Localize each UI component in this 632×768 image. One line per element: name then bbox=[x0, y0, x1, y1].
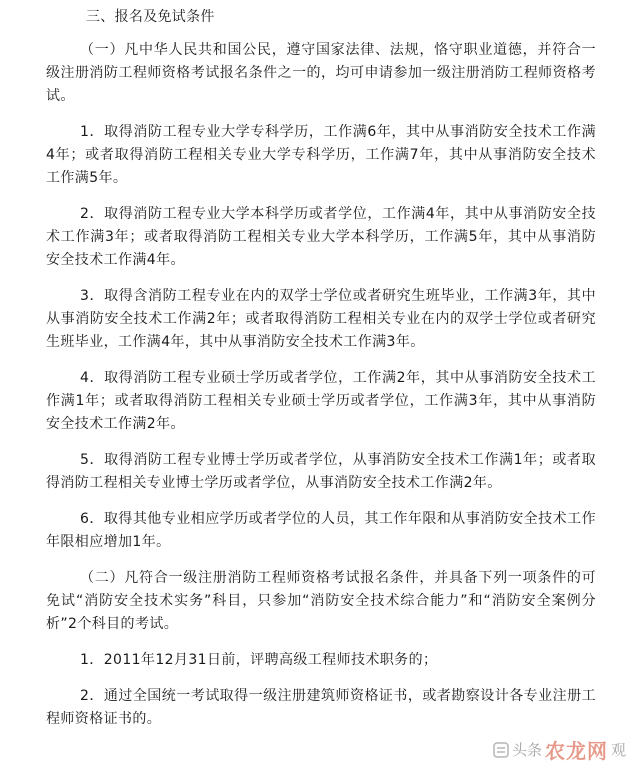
watermark-suffix: 观 bbox=[610, 741, 626, 759]
paragraph-condition-6: 6．取得其他专业相应学历或者学位的人员，其工作年限和从事消防安全技术工作年限相应增加1年。 bbox=[46, 511, 596, 550]
section-title: 三、报名及免试条件 bbox=[86, 9, 215, 25]
paragraph-condition-3: 3．取得含消防工程专业在内的双学士学位或者研究生班毕业，工作满3年，其中从事消防安全技术工作满2年；或者取得消防工程相关专业在内的双学士学位或者研究生班毕业，工作满4年，其中从事消防安全技术工作满3年。 bbox=[46, 288, 596, 350]
paragraph-exemption-1: 1．2011年12月31日前，评聘高级工程师技术职务的； bbox=[80, 652, 438, 668]
paragraph-intro-1: （一）凡中华人民共和国公民，遵守国家法律、法规，恪守职业道德，并符合一级注册消防工程师资格考试报名条件之一的，均可申请参加一级注册消防工程师资格考试。 bbox=[46, 42, 596, 104]
paragraph-condition-1: 1．取得消防工程专业大学专科学历，工作满6年，其中从事消防安全技术工作满4年；或者取得消防工程相关专业大学专科学历，工作满7年，其中从事消防安全技术工作满5年。 bbox=[46, 124, 596, 186]
paragraph-intro-2: （二）凡符合一级注册消防工程师资格考试报名条件，并具备下列一项条件的可免试“消防安全技术实务”科目，只参加“消防安全技术综合能力”和“消防安全案例分析”2个科目的考试。 bbox=[46, 570, 596, 632]
paragraph-condition-5: 5．取得消防工程专业博士学历或者学位，从事消防安全技术工作满1年；或者取得消防工程相关专业博士学历或者学位，从事消防安全技术工作满2年。 bbox=[46, 452, 596, 491]
paragraph-exemption-2: 2．通过全国统一考试取得一级注册建筑师资格证书，或者勘察设计各专业注册工程师资格证书的。 bbox=[46, 688, 596, 727]
paragraph-condition-4: 4．取得消防工程专业硕士学历或者学位，工作满2年，其中从事消防安全技术工作满1年；或者取得消防工程相关专业硕士学历或者学位，工作满3年，其中从事消防安全技术工作满2年。 bbox=[46, 370, 596, 432]
watermark-prefix: 头条 bbox=[511, 741, 542, 759]
paragraph-condition-2: 2．取得消防工程专业大学本科学历或者学位，工作满4年，其中从事消防安全技术工作满3年；或者取得消防工程相关专业大学本科学历，工作满5年，其中从事消防安全技术工作满4年。 bbox=[46, 206, 596, 268]
watermark-logo: 农龙网 bbox=[544, 739, 608, 763]
